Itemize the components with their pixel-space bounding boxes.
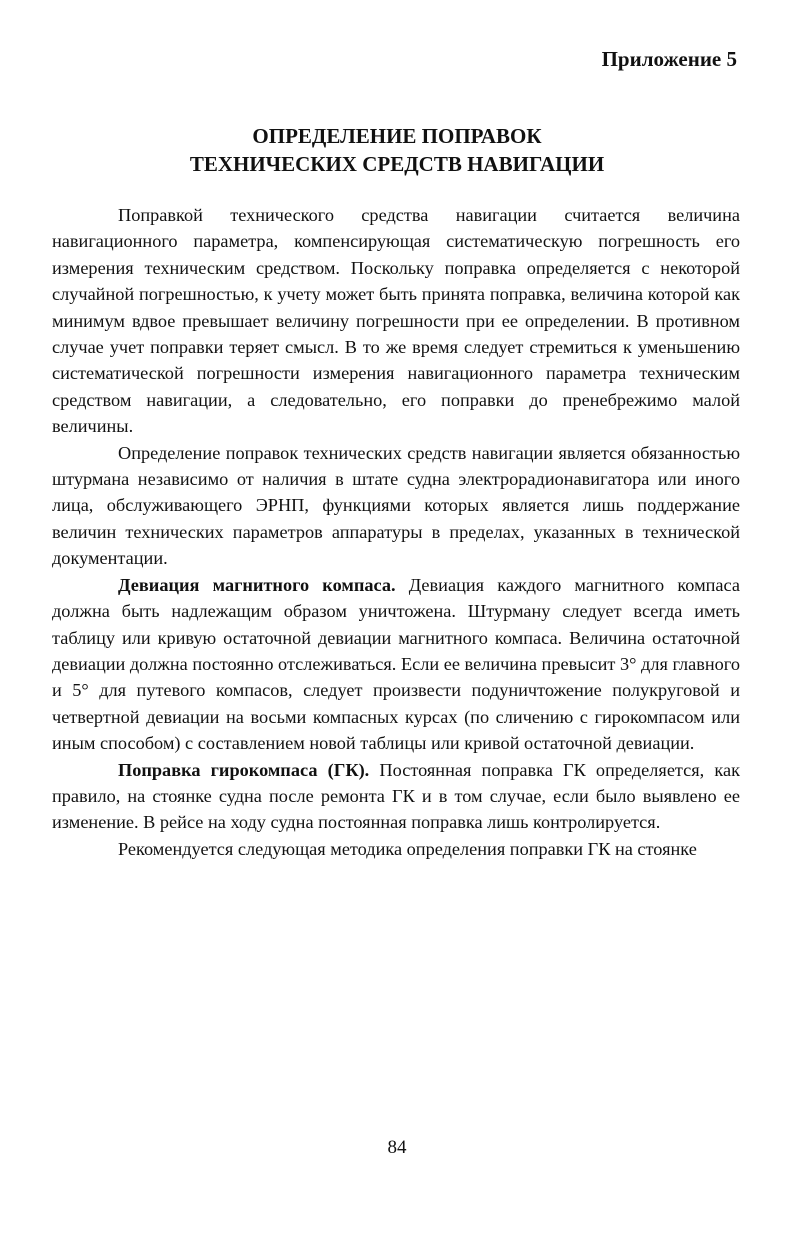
paragraph-method-intro (52, 836, 740, 862)
paragraph-definition (52, 202, 740, 440)
paragraph-magnetic-compass-deviation (52, 572, 740, 757)
section-title (0, 122, 794, 178)
paragraph-text: Рекомендуется следующая методика определения поправки ГК на стоянке (118, 838, 697, 859)
page-number: 84 (387, 1137, 407, 1158)
paragraph-navigator-duty (52, 440, 740, 572)
appendix-label: Приложение 5 (601, 47, 737, 71)
paragraph-gyrocompass-correction (52, 757, 740, 836)
paragraph-text: Определение поправок технических средств навигации является обязанностью штурмана независимо от наличия в штате судна электрорадионавигатора или иного лица, обслуживающего ЭРНП, функциями которых является лишь поддержание величин технических параметров аппаратуры в пределах, указанных в технической документации. (52, 442, 740, 569)
paragraph-text: Поправкой технического средства навигации считается величина навигационного параметра, компенсирующая систематическую погрешность его измерения техническим средством. Поскольку поправка определяется с некоторой случайной погрешностью, к учету может быть принята поправка, величина которой как минимум вдвое превышает величину погрешности при ее определении. В противном случае учет поправки теряет смысл. В то же время следует стремиться к уменьшению систематической погрешности измерения навигационного параметра техническим средством навигации, а следовательно, его поправки до пренебрежимо малой величины. (52, 205, 740, 437)
section-title-line-1: ОПРЕДЕЛЕНИЕ ПОПРАВОК (252, 124, 542, 148)
section-title-line-2: ТЕХНИЧЕСКИХ СРЕДСТВ НАВИГАЦИИ (189, 152, 605, 176)
paragraph-run-in-heading: Поправка гирокомпаса (ГК). (118, 759, 370, 780)
body-text (52, 202, 740, 862)
paragraph-text: Постоянная поправка ГК определяется, как правило, на стоянке судна после ремонта ГК и в том случае, если было выявлено ее изменение. В рейсе на ходу судна постоянная поправка лишь контролируется. (52, 759, 740, 833)
paragraph-run-in-heading: Девиация магнитного компаса. (118, 574, 396, 595)
paragraph-text: Девиация каждого магнитного компаса должна быть надлежащим образом уничтожена. Штурману следует всегда иметь таблицу или кривую остаточной девиации магнитного компаса. Величина остаточной девиации должна постоянно отслеживаться. Если ее величина превысит 3° для главного и 5° для путевого компасов, следует произвести подуничтожение полукруговой и четвертной девиации на восьми компасных курсах (по сличению с гирокомпасом или иным способом) с составлением новой таблицы или кривой остаточной девиации. (52, 574, 740, 754)
